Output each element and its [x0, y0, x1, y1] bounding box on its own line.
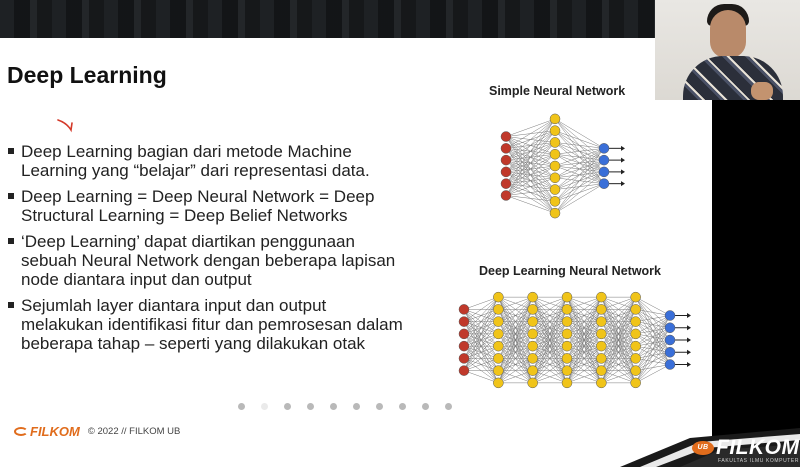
simple-nn-title: Simple Neural Network [489, 84, 626, 98]
hidden-node [596, 304, 606, 314]
input-node [459, 353, 469, 363]
output-arrow-head [687, 350, 691, 355]
hidden-node [550, 196, 560, 206]
connection-line [636, 328, 670, 383]
connection-line [506, 119, 555, 184]
output-node [599, 179, 609, 189]
connection-line [506, 119, 555, 137]
slide-footer [14, 424, 180, 438]
hidden-node [596, 292, 606, 302]
page-dot[interactable] [330, 403, 337, 410]
connection-line [555, 148, 604, 201]
hidden-node [493, 329, 503, 339]
slide-title: Deep Learning [7, 62, 167, 88]
hidden-node [562, 353, 572, 363]
hidden-node [550, 208, 560, 218]
bullet-item: Sejumlah layer diantara input dan output melakukan identifikasi fitur dan pemrosesan dalam beberapa tahap – seperti yang dilakukan otak [8, 296, 438, 353]
page-dot[interactable] [353, 403, 360, 410]
hidden-node [596, 353, 606, 363]
hidden-node [550, 185, 560, 195]
hidden-node [562, 304, 572, 314]
bullet-item: ‘Deep Learning’ dapat diartikan penggunaan sebuah Neural Network dengan beberapa lapisan node diantara input dan output [8, 232, 438, 289]
connection-line [636, 352, 670, 383]
output-arrow-head [621, 181, 625, 186]
hidden-node [596, 341, 606, 351]
hidden-node [562, 341, 572, 351]
webcam-feed [655, 0, 800, 100]
bullet-item: Deep Learning bagian dari metode Machine Learning yang “belajar” dari representasi data. [8, 142, 438, 180]
page-dot[interactable] [238, 403, 245, 410]
hidden-node [631, 317, 641, 327]
hidden-node [528, 341, 538, 351]
hidden-node [493, 353, 503, 363]
output-arrow-head [687, 338, 691, 343]
connection-line [464, 297, 498, 309]
bullet-square-icon [8, 302, 14, 308]
page-dot[interactable] [399, 403, 406, 410]
hidden-node [596, 329, 606, 339]
hidden-node [562, 292, 572, 302]
connection-line [506, 119, 555, 160]
connection-line [506, 195, 555, 213]
hidden-node [528, 329, 538, 339]
input-node [501, 143, 511, 153]
hidden-node [493, 341, 503, 351]
page-dot[interactable] [422, 403, 429, 410]
connection-line [555, 160, 604, 213]
page-dot[interactable] [284, 403, 291, 410]
connection-line [506, 166, 555, 195]
page-dot[interactable] [307, 403, 314, 410]
hidden-node [596, 366, 606, 376]
filkom-small-logo: FILKOM [14, 424, 80, 439]
hidden-node [550, 114, 560, 124]
connection-line [464, 297, 498, 334]
hidden-node [493, 317, 503, 327]
connection-line [636, 316, 670, 383]
deep-neural-network-diagram [450, 284, 700, 396]
connection-line [555, 148, 604, 189]
hidden-node [493, 304, 503, 314]
hidden-node [631, 329, 641, 339]
output-node [599, 167, 609, 177]
output-node [599, 155, 609, 165]
output-arrow-head [621, 158, 625, 163]
hidden-node [596, 378, 606, 388]
connection-line [555, 148, 604, 177]
input-node [501, 167, 511, 177]
hidden-node [550, 137, 560, 147]
output-node [665, 335, 675, 345]
hidden-node [631, 304, 641, 314]
filkom-big-logo: UB FILKOM [692, 436, 799, 460]
input-node [501, 190, 511, 200]
output-arrow-head [621, 146, 625, 151]
connection-line [555, 148, 604, 154]
bullet-list [8, 142, 438, 360]
hidden-node [631, 292, 641, 302]
connection-line [555, 142, 604, 148]
connection-line [506, 142, 555, 195]
connection-line [636, 316, 670, 371]
output-arrow-head [687, 325, 691, 330]
input-node [459, 366, 469, 376]
connection-line [555, 148, 604, 213]
input-node [501, 179, 511, 189]
page-dot[interactable] [261, 403, 268, 410]
hidden-node [562, 378, 572, 388]
connection-line [506, 119, 555, 172]
hidden-node [550, 161, 560, 171]
connection-line [506, 119, 555, 148]
hidden-node [528, 378, 538, 388]
hidden-node [528, 353, 538, 363]
filkom-brand-overlay [620, 420, 800, 467]
hidden-node [631, 378, 641, 388]
output-arrow-head [621, 169, 625, 174]
slide-page-dots [238, 403, 452, 410]
output-arrow-head [687, 362, 691, 367]
presenter-face [710, 10, 746, 58]
hidden-node [631, 366, 641, 376]
hidden-node [528, 317, 538, 327]
hidden-node [562, 329, 572, 339]
output-node [599, 143, 609, 153]
hidden-node [493, 366, 503, 376]
hidden-node [631, 341, 641, 351]
input-node [459, 341, 469, 351]
bullet-square-icon [8, 193, 14, 199]
input-node [459, 329, 469, 339]
deep-nn-title: Deep Learning Neural Network [479, 264, 661, 278]
connection-line [506, 190, 555, 196]
input-node [501, 132, 511, 142]
output-node [665, 323, 675, 333]
connection-line [555, 119, 604, 148]
page-dot[interactable] [445, 403, 452, 410]
hidden-node [550, 173, 560, 183]
connection-line [506, 154, 555, 195]
hidden-node [528, 292, 538, 302]
connection-line [555, 184, 604, 213]
bullet-square-icon [8, 238, 14, 244]
page-dot[interactable] [376, 403, 383, 410]
hidden-node [631, 353, 641, 363]
ub-badge: UB [692, 441, 714, 455]
connection-line [506, 119, 555, 196]
swoosh-icon [14, 427, 28, 436]
hidden-node [596, 317, 606, 327]
connection-line [636, 316, 670, 347]
hidden-node [528, 304, 538, 314]
hidden-node [562, 317, 572, 327]
pen-annotation-icon [56, 118, 78, 136]
connection-line [506, 131, 555, 196]
bullet-item: Deep Learning = Deep Neural Network = Deep Structural Learning = Deep Belief Networks [8, 187, 438, 225]
hidden-node [562, 366, 572, 376]
connection-line [464, 371, 498, 383]
input-node [459, 317, 469, 327]
connection-line [506, 195, 555, 201]
output-node [665, 311, 675, 321]
filkom-tagline: FAKULTAS ILMU KOMPUTER [718, 458, 800, 464]
hidden-node [493, 378, 503, 388]
output-node [665, 360, 675, 370]
output-node [665, 347, 675, 357]
hidden-node [528, 366, 538, 376]
hidden-node [493, 292, 503, 302]
connection-line [555, 172, 604, 213]
hidden-node [550, 149, 560, 159]
output-arrow-head [687, 313, 691, 318]
input-node [459, 304, 469, 314]
connection-line [464, 297, 498, 358]
copyright-text: © 2022 // FILKOM UB [87, 425, 181, 437]
bullet-square-icon [8, 148, 14, 154]
hidden-node [550, 126, 560, 136]
input-node [501, 155, 511, 165]
simple-neural-network-diagram [488, 106, 638, 226]
